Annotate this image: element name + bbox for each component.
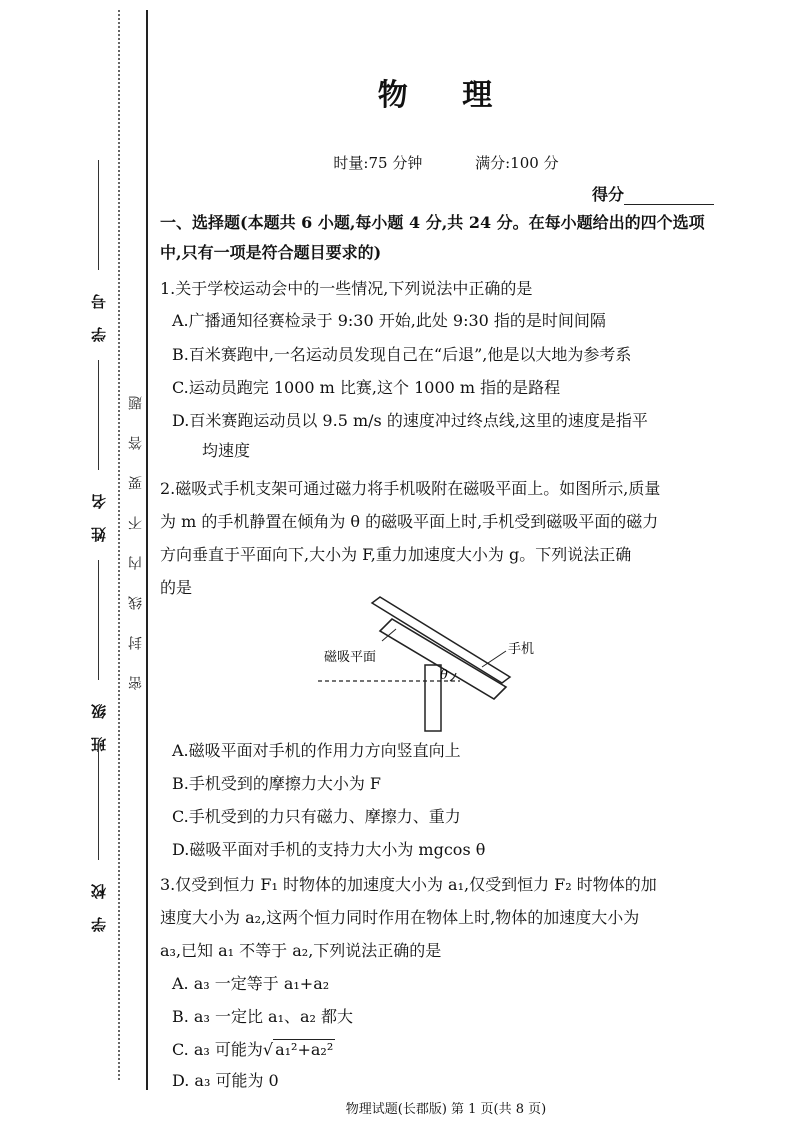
q3-stem-line3: a₃,已知 a₁ 不等于 a₂,下列说法正确的是 — [160, 941, 442, 960]
page-title: 物 理 — [377, 78, 515, 113]
score-blank[interactable] — [624, 188, 714, 205]
q3-option-b[interactable]: B. a₃ 一定比 a₁、a₂ 都大 — [172, 1007, 354, 1026]
name-blank[interactable] — [98, 360, 99, 470]
school-label: 学校 — [89, 866, 108, 932]
seal-border-line — [146, 10, 148, 1090]
time-limit: 时量:75 分钟 — [333, 154, 423, 172]
section-heading: 一、选择题(本题共 6 小题,每小题 4 分,共 24 分。在每小题给出的四个选项中,只有一项是符合题目要求的) — [160, 213, 705, 262]
q1-option-c[interactable]: C.运动员跑完 1000 m 比赛,这个 1000 m 指的是路程 — [172, 378, 561, 397]
sqrt-sign: √ — [262, 1040, 274, 1059]
class-label: 班级 — [89, 686, 108, 752]
q2-option-b[interactable]: B.手机受到的摩擦力大小为 F — [172, 774, 382, 793]
school-field[interactable] — [78, 740, 118, 932]
class-blank[interactable] — [98, 560, 99, 680]
page-footer: 物理试题(长郡版) 第 1 页(共 8 页) — [345, 1102, 547, 1117]
q1-option-d-line2: 均速度 — [202, 441, 251, 460]
score-label: 得分 — [591, 185, 624, 204]
theta-label: θ — [440, 668, 448, 683]
exam-meta — [156, 152, 736, 173]
score-box[interactable] — [592, 182, 714, 205]
name-label: 姓名 — [89, 476, 108, 542]
class-field[interactable] — [78, 560, 118, 752]
q1-stem: 1.关于学校运动会中的一些情况,下列说法中正确的是 — [160, 279, 533, 298]
full-score: 满分:100 分 — [475, 154, 559, 172]
q1-option-d[interactable] — [172, 406, 720, 466]
seal-warning-text: 密封线内不要答题 — [128, 370, 144, 690]
q3-option-c-radicand: a₁²+a₂² — [275, 1040, 334, 1059]
q2-stem-line2: 为 m 的手机静置在倾角为 θ 的磁吸平面上时,手机受到磁吸平面的磁力 — [160, 512, 659, 531]
stand-post — [425, 665, 441, 731]
student-id-blank[interactable] — [98, 160, 99, 270]
q2-stem-line4: 的是 — [160, 578, 193, 597]
q2-option-a[interactable]: A.磁吸平面对手机的作用力方向竖直向上 — [172, 741, 461, 760]
q1-option-d-line1: D.百米赛跑运动员以 9.5 m/s 的速度冲过终点线,这里的速度是指平 — [172, 411, 648, 430]
q1-option-a[interactable]: A.广播通知径赛检录于 9:30 开始,此处 9:30 指的是时间间隔 — [172, 311, 606, 330]
phone-body — [380, 619, 506, 699]
q3-stem-line1: 3.仅受到恒力 F₁ 时物体的加速度大小为 a₁,仅受到恒力 F₂ 时物体的加 — [160, 875, 657, 894]
dotted-cut-line — [118, 10, 120, 1080]
binding-margin — [0, 0, 148, 1130]
q3-option-c-prefix: C. a₃ 可能为 — [172, 1040, 263, 1059]
q3-option-d[interactable]: D. a₃ 可能为 0 — [172, 1071, 279, 1090]
q3-stem-line2: 速度大小为 a₂,这两个恒力同时作用在物体上时,物体的加速度大小为 — [160, 908, 640, 927]
phone-holder-figure — [310, 595, 550, 735]
q1-option-b[interactable]: B.百米赛跑中,一名运动员发现自己在“后退”,他是以大地为参考系 — [172, 345, 632, 364]
student-id-label: 学号 — [89, 276, 108, 342]
q2-stem-line1: 2.磁吸式手机支架可通过磁力将手机吸附在磁吸平面上。如图所示,质量 — [160, 479, 661, 498]
student-id-field[interactable] — [78, 160, 118, 342]
name-field[interactable] — [78, 360, 118, 542]
q3-option-c[interactable] — [172, 1035, 720, 1065]
q2-option-d[interactable]: D.磁吸平面对手机的支持力大小为 mgcos θ — [172, 840, 486, 859]
q3-option-a[interactable]: A. a₃ 一定等于 a₁+a₂ — [172, 974, 330, 993]
q2-stem-line3: 方向垂直于平面向下,大小为 F,重力加速度大小为 g。下列说法正确 — [160, 545, 632, 564]
phone-label: 手机 — [508, 642, 535, 657]
plane-label: 磁吸平面 — [324, 650, 377, 665]
q2-option-c[interactable]: C.手机受到的力只有磁力、摩擦力、重力 — [172, 807, 461, 826]
school-blank[interactable] — [98, 740, 99, 860]
phone-leader-line — [482, 651, 506, 667]
